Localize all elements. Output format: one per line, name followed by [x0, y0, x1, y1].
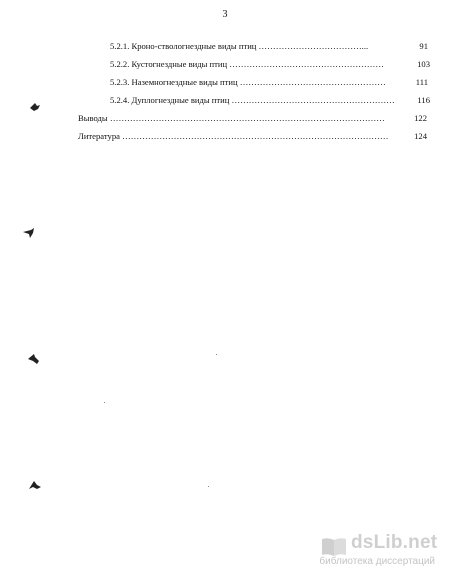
- toc-entry-page: 124: [414, 131, 427, 141]
- book-icon: [321, 536, 347, 558]
- toc-entry-5-2-4: [110, 94, 430, 106]
- scan-speck: [208, 486, 209, 487]
- toc-entry-conclusions: [78, 112, 427, 124]
- scan-speck: [104, 402, 105, 403]
- binding-hole-mark: [28, 100, 42, 114]
- toc-entry-page: 111: [415, 77, 428, 87]
- toc-entry-title: 5.2.4. Дуплогнездные виды птиц …………………………………………………: [110, 95, 395, 105]
- toc-entry-5-2-2: [110, 58, 430, 70]
- page-number: 3: [222, 9, 228, 20]
- scan-speck: [216, 354, 217, 355]
- toc-entry-page: 103: [417, 59, 430, 69]
- binding-hole-mark: [26, 352, 40, 366]
- watermark-logo: dsLib.net: [351, 532, 438, 553]
- toc-entry-literature: [78, 130, 427, 142]
- toc-entry-page: 122: [414, 113, 427, 123]
- toc-entry-5-2-1: [110, 40, 428, 52]
- binding-hole-mark: [22, 226, 36, 240]
- binding-hole-mark: [28, 478, 42, 492]
- toc-entry-title: Выводы ……………………………………………………………………………………: [78, 113, 385, 123]
- watermark-tagline: библиотека диссертаций: [319, 556, 435, 567]
- toc-entry-title: 5.2.2. Кустогнездные виды птиц ………………………………………………: [110, 59, 384, 69]
- watermark: [283, 532, 443, 576]
- toc-entry-page: 91: [419, 41, 428, 51]
- toc-entry-5-2-3: [110, 76, 428, 88]
- toc-entry-title: Литература …………………………………………………………………………………: [78, 131, 389, 141]
- toc-entry-page: 116: [417, 95, 430, 105]
- toc-entry-title: 5.2.3. Наземногнездные виды птиц ……………………………………………: [110, 77, 386, 87]
- toc-entry-title: 5.2.1. Кроно-ствологнездные виды птиц ………………………………...: [110, 41, 369, 51]
